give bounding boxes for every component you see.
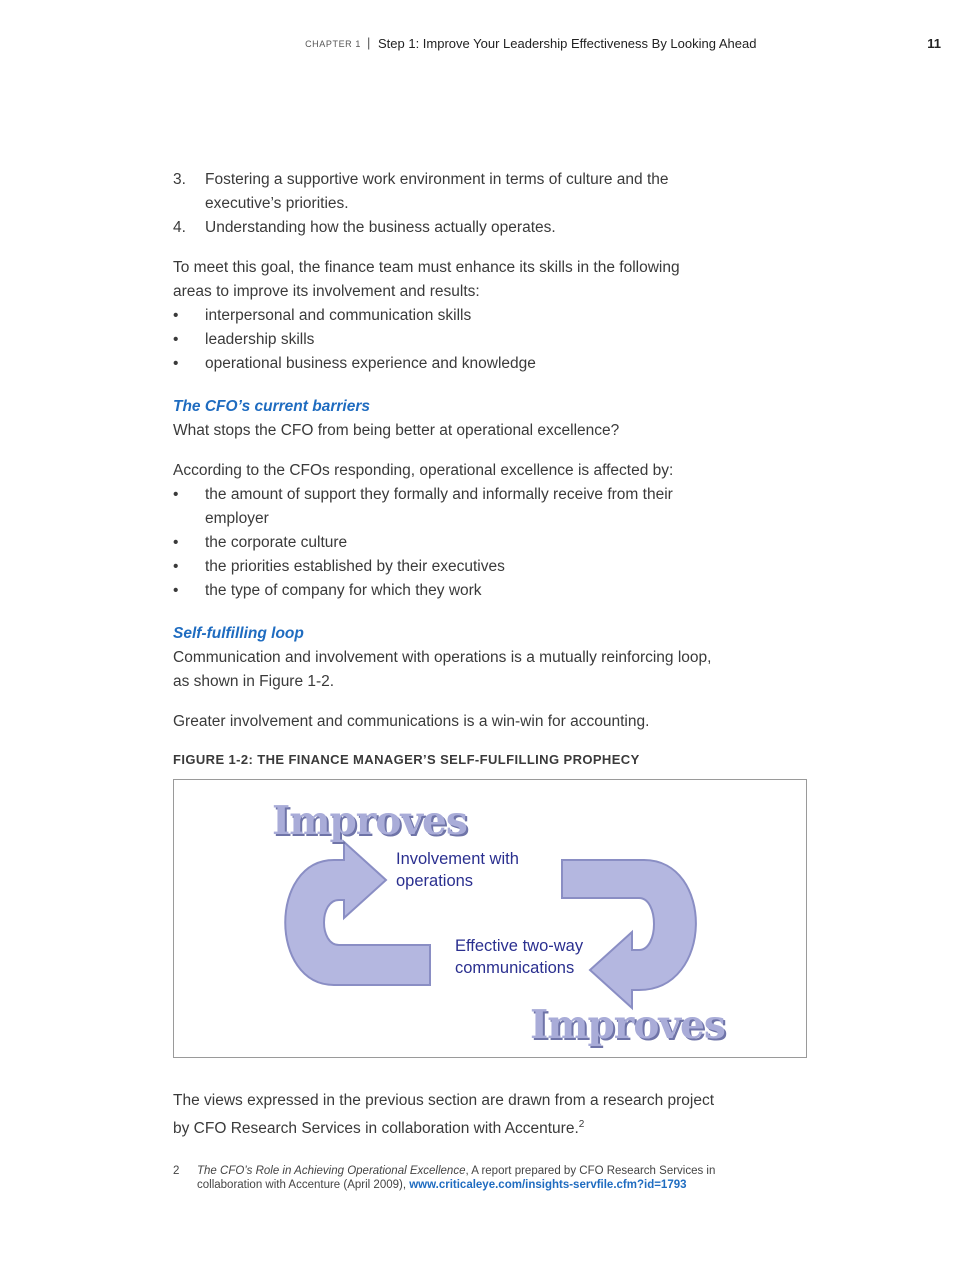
list-item-text: Understanding how the business actually operates. bbox=[205, 219, 556, 236]
bullet-marker: • bbox=[173, 558, 179, 575]
paragraph-line bbox=[173, 1113, 584, 1141]
paragraph-line: Communication and involvement with operations is a mutually reinforcing loop, bbox=[173, 649, 712, 666]
bullet-item: the corporate culture bbox=[205, 534, 348, 551]
bullet-item: the type of company for which they work bbox=[205, 582, 482, 599]
section-heading: The CFO’s current barriers bbox=[173, 398, 370, 415]
bullet-marker: • bbox=[173, 307, 179, 324]
improves-word-bottom: Improves bbox=[530, 1002, 725, 1048]
paragraph-line: areas to improve its involvement and results: bbox=[173, 283, 480, 300]
footnote-text: , A report prepared by CFO Research Services in bbox=[465, 1165, 716, 1177]
bullet-item: employer bbox=[205, 510, 269, 527]
paragraph-line: According to the CFOs responding, operational excellence is affected by: bbox=[173, 462, 674, 479]
page-number: 11 bbox=[927, 36, 941, 51]
closing-text: by CFO Research Services in collaboration with Accenture. bbox=[173, 1120, 579, 1138]
improves-word-top: Improves bbox=[272, 798, 467, 844]
figure-caption: FIGURE 1-2: THE FINANCE MANAGER’S SELF-FULFILLING PROPHECY bbox=[173, 752, 640, 767]
footnote-source-title: The CFO’s Role in Achieving Operational Excellence bbox=[197, 1165, 466, 1177]
bullet-marker: • bbox=[173, 486, 179, 503]
list-item-text: Fostering a supportive work environment in terms of culture and the bbox=[205, 171, 669, 188]
list-item-text: executive’s priorities. bbox=[205, 195, 349, 212]
figure-label-involvement: operations bbox=[396, 872, 474, 890]
list-marker: 4. bbox=[173, 219, 186, 236]
paragraph-line: The views expressed in the previous section are drawn from a research project bbox=[173, 1092, 715, 1109]
bullet-item: operational business experience and knowledge bbox=[205, 355, 536, 372]
bullet-marker: • bbox=[173, 534, 179, 551]
chapter-label: CHAPTER 1 bbox=[305, 39, 361, 49]
header-separator: | bbox=[367, 35, 371, 50]
list-marker: 3. bbox=[173, 171, 186, 188]
bullet-item: interpersonal and communication skills bbox=[205, 307, 472, 324]
figure-label-communications: communications bbox=[455, 959, 575, 977]
figure-label-involvement: Involvement with bbox=[396, 850, 519, 868]
bullet-marker: • bbox=[173, 331, 179, 348]
bullet-item: the amount of support they formally and informally receive from their bbox=[205, 486, 673, 503]
bullet-marker: • bbox=[173, 355, 179, 372]
figure-diagram bbox=[173, 779, 807, 1058]
footnote-reference[interactable]: 2 bbox=[578, 1119, 585, 1130]
footnote-line bbox=[197, 1164, 715, 1178]
running-header bbox=[0, 35, 979, 53]
paragraph-line: Greater involvement and communications is a win-win for accounting. bbox=[173, 713, 650, 730]
bullet-item: leadership skills bbox=[205, 331, 315, 348]
bullet-marker: • bbox=[173, 582, 179, 599]
paragraph-line: What stops the CFO from being better at operational excellence? bbox=[173, 422, 620, 439]
figure-label-communications: Effective two-way bbox=[455, 937, 584, 955]
paragraph-line: as shown in Figure 1-2. bbox=[173, 673, 335, 690]
chapter-title: Step 1: Improve Your Leadership Effectiveness By Looking Ahead bbox=[378, 36, 757, 51]
bullet-item: the priorities established by their executives bbox=[205, 558, 505, 575]
footnote-text: collaboration with Accenture (April 2009), bbox=[197, 1179, 410, 1191]
right-cycle-arrow bbox=[562, 860, 696, 1008]
paragraph-line: To meet this goal, the finance team must enhance its skills in the following bbox=[173, 259, 680, 276]
section-heading: Self-fulfilling loop bbox=[173, 625, 304, 642]
footnote-link[interactable]: www.criticaleye.com/insights-servfile.cfm?id=1793 bbox=[409, 1179, 687, 1191]
footnote-number: 2 bbox=[173, 1165, 180, 1177]
footnote-line bbox=[197, 1178, 687, 1192]
